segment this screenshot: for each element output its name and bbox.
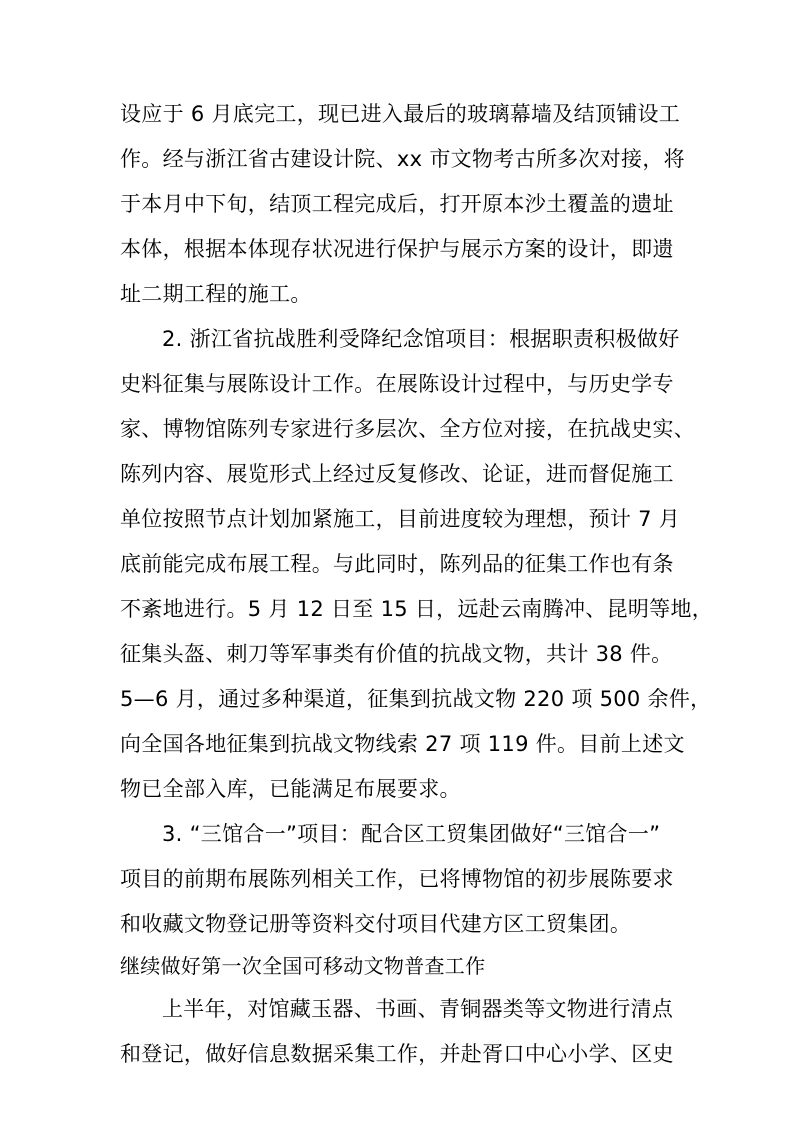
text-line: 设应于 6 月底完工，现已进入最后的玻璃幕墙及结顶铺设工 (120, 102, 681, 126)
text-line: 物已全部入库，已能满足布展要求。 (120, 777, 461, 801)
text-line: 作。经与浙江省古建设计院、xx 市文物考古所多次对接，将 (120, 147, 685, 171)
text-line: 征集头盔、刺刀等军事类有价值的抗战文物，共计 38 件。 (120, 642, 673, 666)
paragraph-start-line: 3. “三馆合一”项目：配合区工贸集团做好“三馆合一” (162, 822, 661, 846)
text-line: 址二期工程的施工。 (120, 282, 312, 306)
text-line: 家、博物馆陈列专家进行多层次、全方位对接，在抗战史实、 (120, 417, 696, 441)
text-line: 底前能完成布展工程。与此同时，陈列品的征集工作也有条 (120, 552, 674, 576)
text-line: 5—6 月，通过多种渠道，征集到抗战文物 220 项 500 余件， (120, 687, 712, 711)
text-line: 单位按照节点计划加紧施工，目前进度较为理想，预计 7 月 (120, 507, 681, 531)
text-line: 不紊地进行。5 月 12 日至 15 日，远赴云南腾冲、昆明等地， (120, 597, 714, 621)
text-line: 史料征集与展陈设计工作。在展陈设计过程中，与历史学专 (120, 372, 674, 396)
text-line: 本体，根据本体现存状况进行保护与展示方案的设计，即遗 (120, 237, 674, 261)
text-line: 于本月中下旬，结顶工程完成后，打开原本沙土覆盖的遗址 (120, 192, 674, 216)
text-line: 和收藏文物登记册等资料交付项目代建方区工贸集团。 (120, 912, 632, 936)
text-line: 陈列内容、展览形式上经过反复修改、论证，进而督促施工 (120, 462, 674, 486)
text-line: 项目的前期布展陈列相关工作，已将博物馆的初步展陈要求 (120, 867, 674, 891)
paragraph-start-line: 上半年，对馆藏玉器、书画、青铜器类等文物进行清点 (162, 997, 674, 1021)
section-heading: 继续做好第一次全国可移动文物普查工作 (120, 954, 486, 978)
paragraph-start-line: 2. 浙江省抗战胜利受降纪念馆项目：根据职责积极做好 (162, 327, 680, 351)
text-line: 向全国各地征集到抗战文物线索 27 项 119 件。目前上述文 (120, 732, 685, 756)
text-line: 和登记，做好信息数据采集工作，并赴胥口中心小学、区史 (120, 1042, 674, 1066)
